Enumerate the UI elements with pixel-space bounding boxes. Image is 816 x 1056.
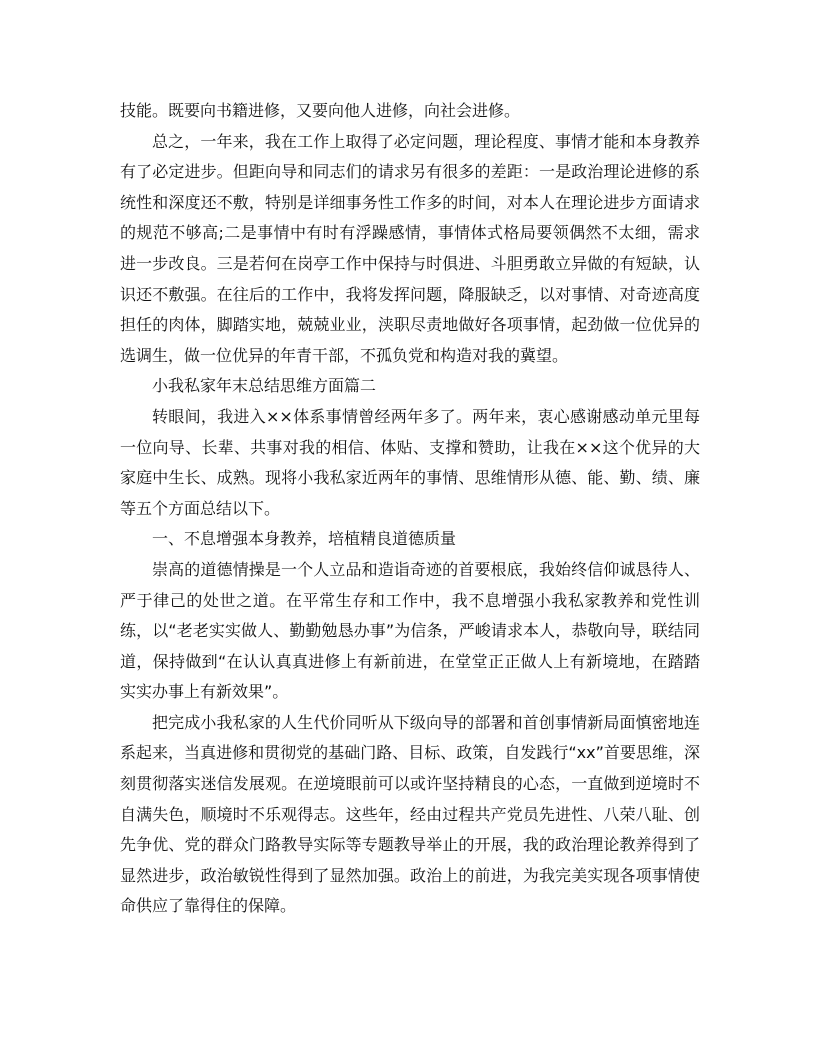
paragraph-continuation: 技能。既要向书籍进修，又要向他人进修，向社会进修。 <box>120 101 521 120</box>
subsection-heading: 一、不息增强本身教养，培植精良道德质量 <box>152 529 457 549</box>
document-body <box>120 96 700 922</box>
paragraph-morality: 崇高的道德情操是一个人立品和造诣奇迹的首要根底，我始终信仰诚恳待人、严于律己的处世之道。在平常生存和工作中，我不息增强小我私家教养和党性训练，以“老老实实做人、勤勤勉恳办事”为信条，严峻请求本人，恭敬向导，联结同道，保持做到“在认认真真进修上有新前进，在堂堂正正做人上有新境地，在踏踏实实办事上有新效果”。 <box>120 559 700 702</box>
paragraph-summary: 总之，一年来，我在工作上取得了必定问题，理论程度、事情才能和本身教养有了必定进步。但距向导和同志们的请求另有很多的差距：一是政治理论进修的系统性和深度还不敷，特别是详细事务性工作多的时间，对本人在理论进步方面请求的规范不够高;二是事情中有时有浮躁感情，事情体式格局要领偶然不太细，需求进一步改良。三是若何在岗亭工作中保持与时俱进、斗胆勇敢立异做的有短缺，认识还不敷强。在往后的工作中，我将发挥问题，降服缺乏，以对事情、对奇迹高度担任的肉体，脚踏实地，兢兢业业，浃职尽责地做好各项事情，起劲做一位优异的选调生，做一位优异的年青干部，不孤负党和构造对我的冀望。 <box>120 131 700 365</box>
section-title: 小我私家年末总结思维方面篇二 <box>152 376 377 396</box>
paragraph-intro: 转眼间，我进入××体系事情曾经两年多了。两年来，衷心感谢感动单元里每一位向导、长辈、共事对我的相信、体贴、支撑和赞助，让我在××这个优异的大家庭中生长、成熟。现将小我私家近两年的事情、思维情形从德、能、勤、绩、廉等五个方面总结以下。 <box>120 406 700 518</box>
paragraph-political: 把完成小我私家的人生代价同听从下级向导的部署和首创事情新局面慎密地连系起来，当真进修和贯彻党的基础门路、目标、政策，自发践行“xx”首要思维，深刻贯彻落实迷信发展观。在逆境眼前可以或许坚持精良的心态，一直做到逆境时不自满失色，顺境时不乐观得志。这些年，经由过程共产党员先进性、八荣八耻、创先争优、党的群众门路教导实际等专题教导举止的开展，我的政治理论教养得到了显然进步，政治敏锐性得到了显然加强。政治上的前进，为我完美实现各项事情使命供应了靠得住的保障。 <box>120 712 700 916</box>
